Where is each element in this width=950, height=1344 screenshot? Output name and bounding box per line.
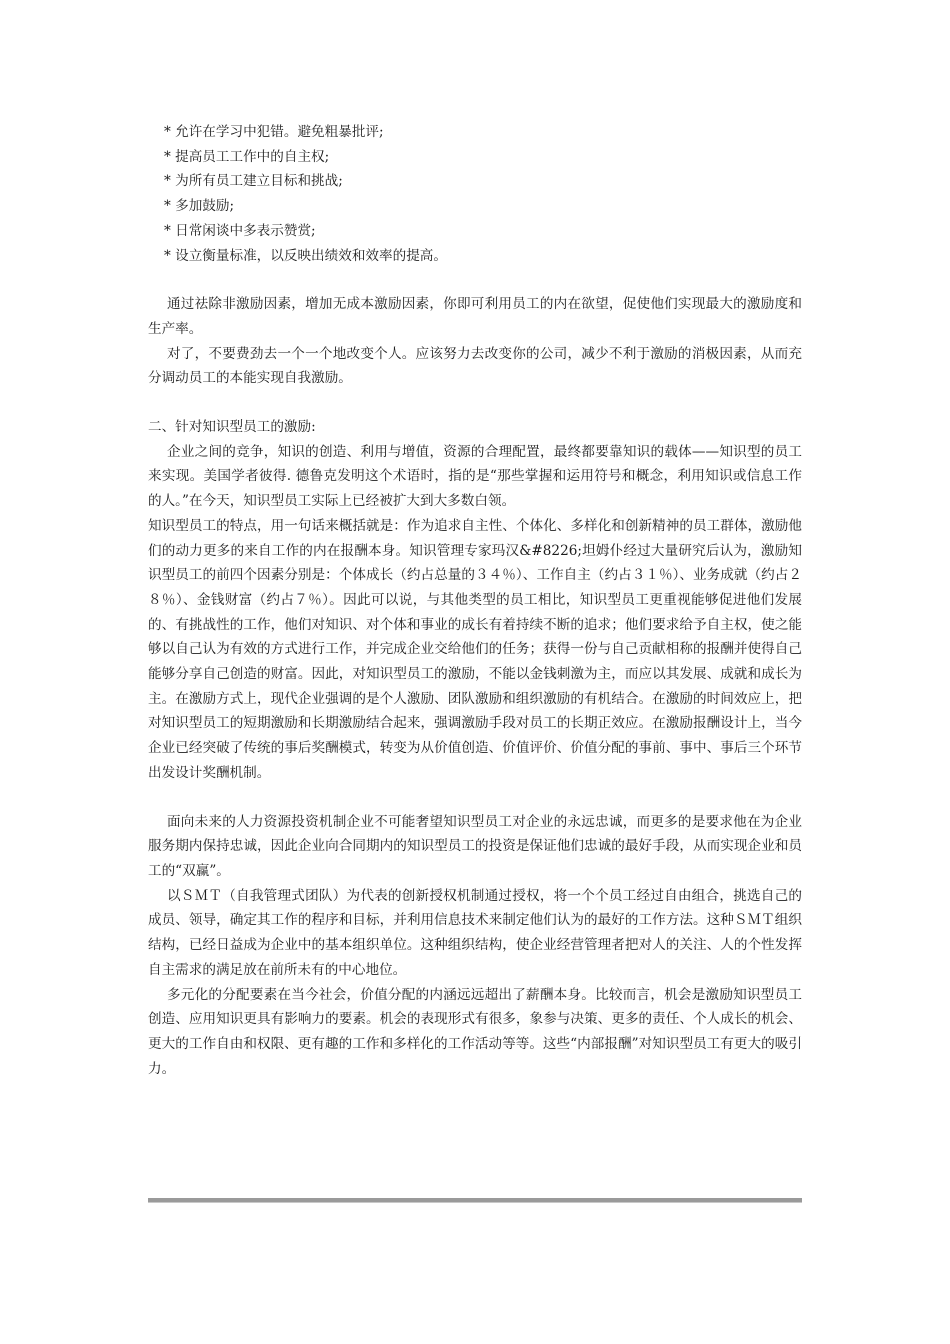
paragraph: 企业之间的竞争，知识的创造、利用与增值，资源的合理配置，最终都要靠知识的载体——知识型的员工来实现。美国学者彼得. 德鲁克发明这个术语时，指的是“那些掌握和运用符号和概念，利用知识或信息工作的人。”在今天，知识型员工实际上已经被扩大到大多数白领。 <box>148 443 802 510</box>
bullet-item: * 设立衡量标准，以反映出绩效和效率的提高。 <box>164 247 447 264</box>
paragraph: 对了，不要费劲去一个一个地改变个人。应该努力去改变你的公司，减少不利于激励的消极因素，从而充分调动员工的本能实现自我激励。 <box>148 345 802 387</box>
paragraph: 面向未来的人力资源投资机制企业不可能奢望知识型员工对企业的永远忠诚，而更多的是要求他在为企业服务期内保持忠诚，因此企业向合同期内的知识型员工的投资是保证他们忠诚的最好手段，从而实现企业和员工的“双赢”。 <box>148 813 802 879</box>
paragraph: 多元化的分配要素在当今社会，价值分配的内涵远远超出了薪酬本身。比较而言，机会是激励知识型员工创造、应用知识更具有影响力的要素。机会的表现形式有很多，象参与决策、更多的责任、个人成长的机会、更大的工作自由和权限、更有趣的工作和多样化的工作活动等等。这些“内部报酬”对知识型员工有更大的吸引力。 <box>148 986 802 1077</box>
bullet-item: * 允许在学习中犯错。避免粗暴批评; <box>164 124 384 140</box>
bullet-item: * 提高员工工作中的自主权; <box>164 148 330 165</box>
paragraph: 知识型员工的特点，用一句话来概括就是：作为追求自主性、个体化、多样化和创新精神的员工群体，激励他们的动力更多的来自工作的内在报酬本身。知识管理专家玛汉&#8226;坦姆仆经过大量研究后认为，激励知识型员工的前四个因素分别是：个体成长（约占总量的３４％）、工作自主（约占３１％）、业务成就（约占２８％）、金钱财富（约占７％）。因此可以说，与其他类型的员工相比，知识型员工更重视能够促进他们发展的、有挑战性的工作，他们对知识、对个体和事业的成长有着持续不断的追求；他们要求给予自主权，使之能够以自己认为有效的方式进行工作，并完成企业交给他们的任务；获得一份与自己贡献相称的报酬并使得自己能够分享自己创造的财富。因此，对知识型员工的激励，不能以金钱刺激为主，而应以其发展、成就和成长为主。在激励方式上，现代企业强调的是个人激励、团队激励和组织激励的有机结合。在激励的时间效应上，把对知识型员工的短期激励和长期激励结合起来，强调激励手段对员工的长期正效应。在激励报酬设计上，当今企业已经突破了传统的事后奖酬模式，转变为从价值创造、价值评价、价值分配的事前、事中、事后三个环节出发设计奖酬机制。 <box>148 517 802 781</box>
footer-divider <box>148 1198 802 1203</box>
paragraph: 以ＳＭＴ（自我管理式团队）为代表的创新授权机制通过授权，将一个个员工经过自由组合，挑选自己的成员、领导，确定其工作的程序和目标，并利用信息技术来制定他们认为的最好的工作方法。这种ＳＭＴ组织结构，已经日益成为企业中的基本组织单位。这种组织结构，使企业经营管理者把对人的关注、人的个性发挥自主需求的满足放在前所未有的中心地位。 <box>148 887 802 978</box>
document-body <box>148 120 802 1081</box>
bullet-item: * 日常闲谈中多表示赞赏; <box>164 222 316 239</box>
bullet-item: * 为所有员工建立目标和挑战; <box>164 173 343 190</box>
section-heading: 二、针对知识型员工的激励: <box>148 419 316 436</box>
paragraph: 通过祛除非激励因素，增加无成本激励因素，你即可利用员工的内在欲望，促使他们实现最大的激励度和生产率。 <box>148 296 802 337</box>
bullet-item: * 多加鼓励; <box>164 198 235 215</box>
